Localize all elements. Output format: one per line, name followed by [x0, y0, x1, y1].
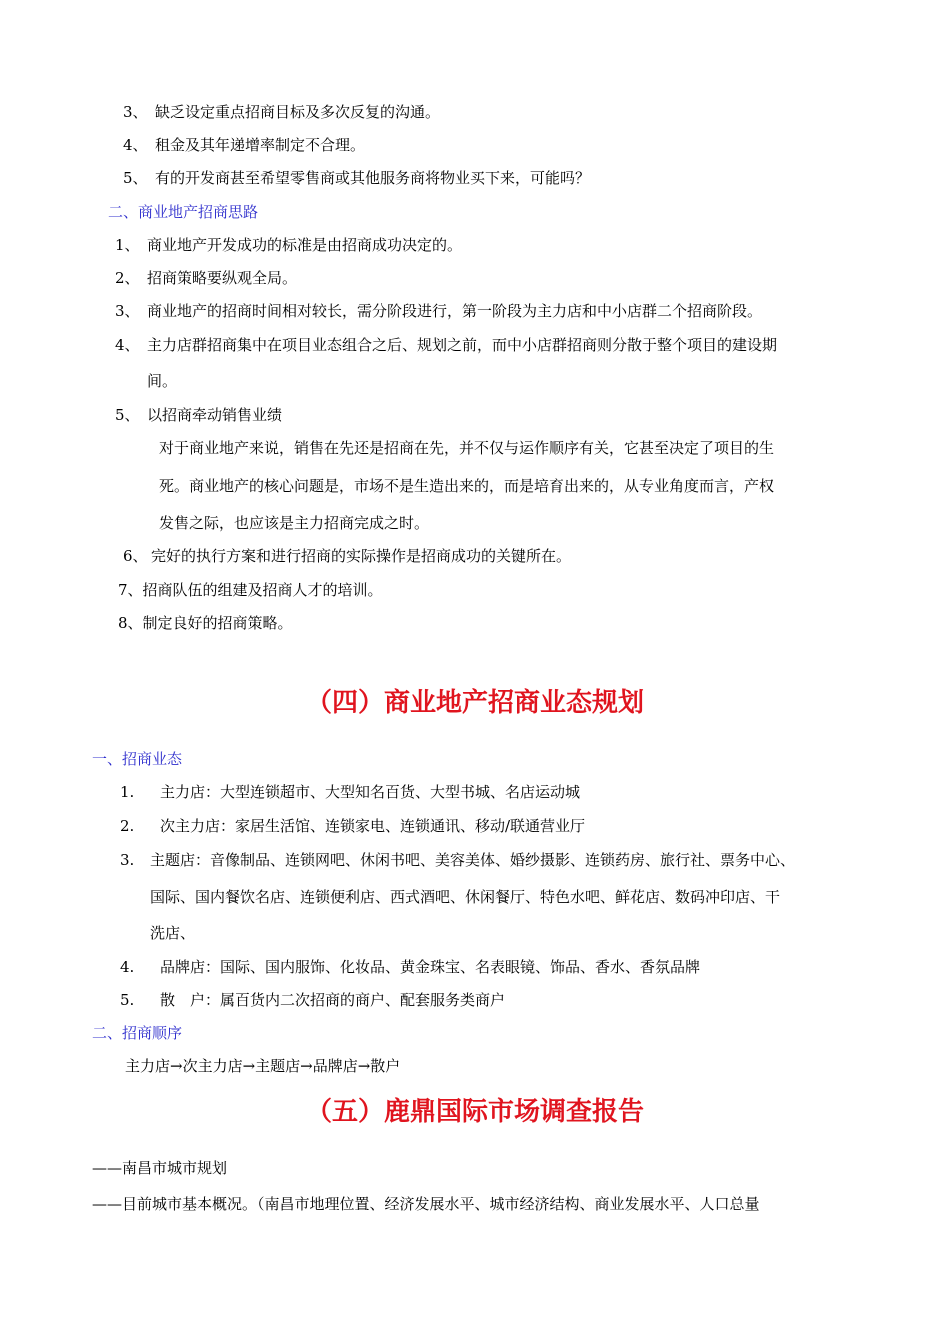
list-item: 6、 完好的执行方案和进行招商的实际操作是招商成功的关键所在。: [123, 547, 572, 565]
paragraph-line: ——目前城市基本概况。（南昌市地理位置、经济发展水平、城市经济结构、商业发展水平、人口总量: [92, 1195, 760, 1213]
list-item: 4、 租金及其年递增率制定不合理。: [123, 136, 366, 154]
section-title: （四）商业地产招商业态规划: [305, 688, 644, 718]
list-item: 5、 有的开发商甚至希望零售商或其他服务商将物业买下来，可能吗？: [123, 169, 591, 187]
list-item-continuation: 洗店、: [150, 924, 196, 942]
paragraph-line: 对于商业地产来说，销售在先还是招商在先，并不仅与运作顺序有关，它甚至决定了项目的生: [159, 439, 775, 457]
list-item: 5、 以招商牵动销售业绩: [115, 406, 283, 424]
section-heading: 二、商业地产招商思路: [108, 203, 259, 221]
list-item: 5. 散 户：属百货内二次招商的商户、配套服务类商户: [120, 991, 506, 1009]
list-item: 2. 次主力店：家居生活馆、连锁家电、连锁通讯、移动/联通营业厅: [120, 817, 586, 835]
order-sequence: 主力店→次主力店→主题店→品牌店→散户: [125, 1057, 401, 1075]
section-heading: 二、招商顺序: [92, 1024, 183, 1042]
list-item: 7、招商队伍的组建及招商人才的培训。: [118, 581, 383, 599]
list-item: 4、 主力店群招商集中在项目业态组合之后、规划之前，而中小店群招商则分散于整个项目的建设期: [115, 336, 778, 354]
list-item: 3、 缺乏设定重点招商目标及多次反复的沟通。: [123, 103, 441, 121]
list-item-continuation: 间。: [147, 372, 178, 390]
list-item: 3. 主题店：音像制品、连锁网吧、休闲书吧、美容美体、婚纱摄影、连锁药房、旅行社、票务中心、: [120, 851, 796, 869]
paragraph-line: 死。商业地产的核心问题是，市场不是生造出来的，而是培育出来的，从专业角度而言，产权: [159, 477, 775, 495]
list-item: 4. 品牌店：国际、国内服饰、化妆品、黄金珠宝、名表眼镜、饰品、香水、香氛品牌: [120, 958, 701, 976]
list-item: 1. 主力店：大型连锁超市、大型知名百货、大型书城、名店运动城: [120, 783, 581, 801]
list-item: 8、制定良好的招商策略。: [118, 614, 293, 632]
list-item: 2、 招商策略要纵观全局。: [115, 269, 298, 287]
list-item: 1、 商业地产开发成功的标准是由招商成功决定的。: [115, 236, 463, 254]
section-heading: 一、招商业态: [92, 750, 183, 768]
list-item: 3、 商业地产的招商时间相对较长，需分阶段进行，第一阶段为主力店和中小店群二个招商阶段。: [115, 302, 763, 320]
paragraph-line: ——南昌市城市规划: [92, 1159, 228, 1177]
paragraph-line: 发售之际，也应该是主力招商完成之时。: [159, 514, 430, 532]
list-item-continuation: 国际、国内餐饮名店、连锁便利店、西式酒吧、休闲餐厅、特色水吧、鲜花店、数码冲印店、干: [150, 888, 781, 906]
section-title: （五）鹿鼎国际市场调查报告: [305, 1097, 644, 1127]
